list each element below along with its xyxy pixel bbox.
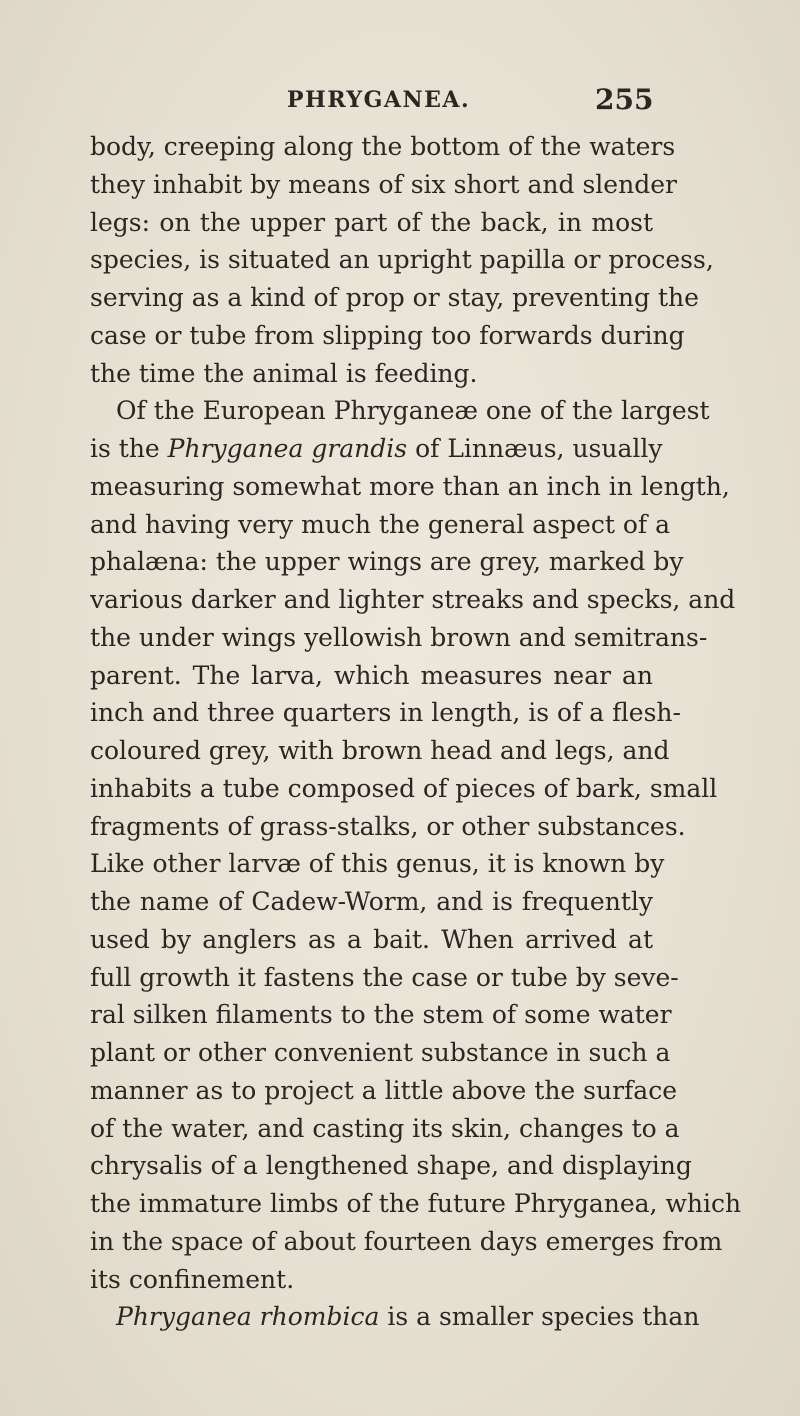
text-line bbox=[90, 543, 684, 581]
text-segment: the name of Cadew-Worm, and is frequently bbox=[90, 887, 653, 916]
text-line bbox=[90, 1072, 677, 1110]
page-number: 255 bbox=[595, 83, 654, 116]
text-line bbox=[90, 581, 736, 619]
text-line bbox=[90, 392, 710, 430]
text-segment: legs: on the upper part of the back, in most bbox=[90, 207, 653, 237]
text-line bbox=[90, 430, 663, 468]
text-line bbox=[90, 1147, 692, 1185]
text-segment: coloured grey, with brown head and legs, and bbox=[90, 736, 670, 765]
text-segment: Of the European Phryganeæ one of the largest bbox=[116, 396, 710, 426]
text-line bbox=[90, 921, 653, 959]
italic-term: Phryganea rhombica bbox=[116, 1302, 380, 1332]
text-segment: of the water, and casting its skin, changes to a bbox=[90, 1113, 680, 1143]
text-line bbox=[90, 1185, 742, 1223]
text-line bbox=[90, 468, 730, 506]
text-line bbox=[90, 657, 653, 695]
text-line bbox=[90, 355, 653, 393]
text-segment: fragments of grass-stalks, or other substances. bbox=[90, 811, 686, 841]
running-head-title: PHRYGANEA. bbox=[287, 87, 471, 113]
text-segment: Like other larvæ of this genus, it is known by bbox=[90, 849, 665, 879]
text-segment: plant or other convenient substance in such a bbox=[90, 1038, 671, 1067]
text-line bbox=[90, 1223, 723, 1261]
text-segment: used by anglers as a bait. When arrived at bbox=[90, 924, 653, 954]
text-line bbox=[90, 1110, 680, 1148]
text-segment: parent. The larva, which measures near an bbox=[90, 660, 653, 690]
text-line bbox=[90, 241, 714, 279]
text-segment: measuring somewhat more than an inch in length, bbox=[90, 471, 730, 501]
text-line bbox=[90, 845, 665, 883]
text-line bbox=[90, 959, 679, 997]
text-segment: inhabits a tube composed of pieces of bark, small bbox=[90, 773, 718, 803]
text-line bbox=[90, 770, 718, 808]
italic-term: Phryganea grandis bbox=[167, 434, 408, 463]
text-line bbox=[90, 317, 685, 355]
text-segment: ral silken filaments to the stem of some water bbox=[90, 1000, 672, 1030]
text-segment: of Linnæus, usually bbox=[407, 434, 663, 463]
text-segment: species, is situated an upright papilla or process, bbox=[90, 245, 714, 275]
text-segment: and having very much the general aspect of a bbox=[90, 509, 670, 539]
text-line bbox=[90, 619, 708, 657]
text-segment: its confinement. bbox=[90, 1264, 295, 1294]
text-line bbox=[90, 506, 670, 544]
text-segment: body, creeping along the bottom of the waters bbox=[90, 132, 676, 161]
text-line bbox=[90, 1298, 700, 1336]
body-text bbox=[90, 128, 742, 1336]
text-segment: manner as to project a little above the surface bbox=[90, 1075, 677, 1105]
text-line bbox=[90, 128, 676, 166]
text-segment: phalæna: the upper wings are grey, marked by bbox=[90, 547, 684, 577]
running-head bbox=[0, 80, 800, 120]
text-line bbox=[90, 1034, 671, 1072]
text-line bbox=[90, 694, 681, 732]
text-segment: full growth it fastens the case or tube by seve- bbox=[90, 962, 679, 992]
text-line bbox=[90, 996, 672, 1034]
text-line bbox=[90, 1261, 653, 1299]
text-line bbox=[90, 808, 686, 846]
text-segment: in the space of about fourteen days emerges from bbox=[90, 1226, 723, 1256]
text-line bbox=[90, 166, 677, 204]
text-segment: serving as a kind of prop or stay, preventing the bbox=[90, 283, 699, 312]
text-segment: the under wings yellowish brown and semitrans- bbox=[90, 622, 708, 652]
text-segment: the immature limbs of the future Phryganea, which bbox=[90, 1189, 742, 1218]
text-line bbox=[90, 732, 670, 770]
text-segment: chrysalis of a lengthened shape, and displaying bbox=[90, 1151, 692, 1181]
text-line bbox=[90, 204, 653, 242]
text-segment: is a smaller species than bbox=[379, 1302, 700, 1332]
text-segment: various darker and lighter streaks and specks, and bbox=[90, 585, 736, 614]
text-segment: is the bbox=[90, 434, 168, 463]
text-segment: the time the animal is feeding. bbox=[90, 358, 478, 388]
text-segment: they inhabit by means of six short and slender bbox=[90, 169, 677, 199]
text-segment: case or tube from slipping too forwards during bbox=[90, 320, 685, 350]
text-line bbox=[90, 279, 699, 317]
text-segment: inch and three quarters in length, is of a flesh- bbox=[90, 698, 681, 728]
text-line bbox=[90, 883, 653, 921]
